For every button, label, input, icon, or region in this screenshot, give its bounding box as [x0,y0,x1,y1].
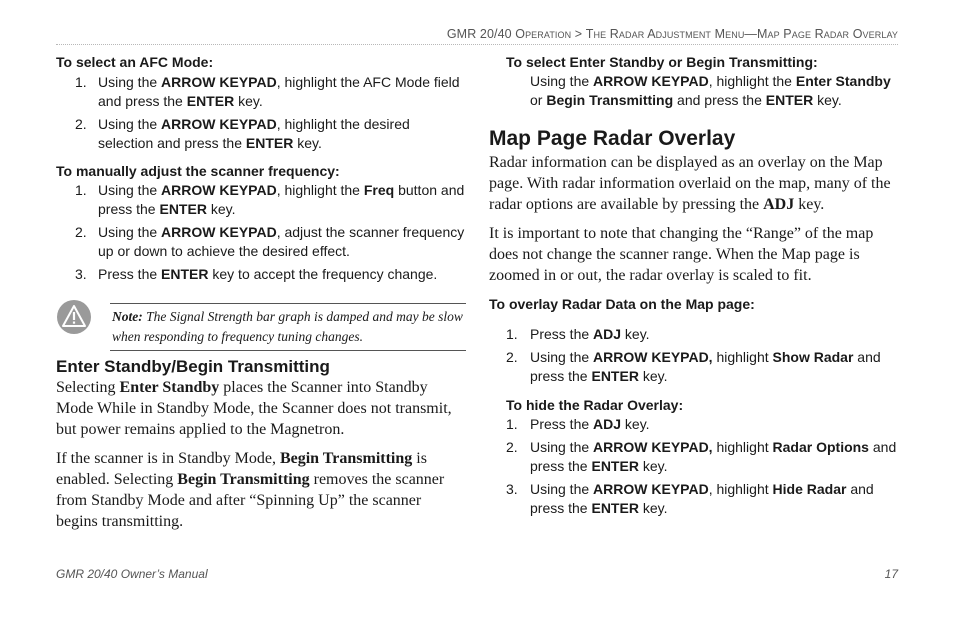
overlay-paragraph-2: It is important to note that changing the “Range” of the map does not change the scanner range. When the Map page is zoomed in or out, the radar overlay is scaled to fit. [489,225,874,284]
header-product: GMR 20/40 [446,27,516,41]
overlay-heading: Map Page Radar Overlay [489,127,736,150]
footer-page-number: 17 [884,567,898,581]
running-header [447,27,898,41]
header-chapter: The Radar Adjustment Menu—Map Page Radar Overlay [585,27,898,41]
header-section: Operation [515,27,572,41]
header-separator: > [571,27,586,41]
afc-steps [56,73,466,153]
standby-select-text: Using the ARROW KEYPAD, highlight the Enter Standby or Begin Transmitting and press the ENTER key. [530,73,891,108]
hide-steps [489,415,901,518]
hide-heading: To hide the Radar Overlay: [506,397,684,413]
freq-steps [56,181,466,284]
freq-step-3: 3. Press the ENTER key to accept the frequency change. [75,266,438,282]
afc-heading: To select an AFC Mode: [56,54,214,70]
hide-step-1: 1. Press the ADJ key. [506,416,650,432]
afc-step-1: 1. Using the ARROW KEYPAD, highlight the AFC Mode field and press the ENTER key. [75,74,460,109]
note-body: The Signal Strength bar graph is damped and may be slow when responding to frequency tuning changes. [112,309,463,344]
footer-manual-title: GMR 20/40 Owner’s Manual [56,567,208,581]
show-step-2: 2. Using the ARROW KEYPAD, highlight Show Radar and press the ENTER key. [506,349,881,384]
show-heading: To overlay Radar Data on the Map page: [489,296,755,312]
standby-select-heading: To select Enter Standby or Begin Transmitting: [506,54,818,70]
note-callout [56,299,466,347]
standby-paragraph-2: If the scanner is in Standby Mode, Begin Transmitting is enabled. Selecting Begin Transmitting removes the scanner from Standby Mode and after “Spinning Up” the scanner begins transmitting. [56,450,445,530]
freq-heading: To manually adjust the scanner frequency: [56,163,340,179]
freq-step-2: 2. Using the ARROW KEYPAD, adjust the scanner frequency up or down to achieve the desired effect. [75,224,465,259]
note-text [110,303,466,351]
right-column [489,53,901,518]
warning-triangle-icon [56,299,92,335]
standby-section [56,357,466,532]
overlay-paragraph-1: Radar information can be displayed as an overlay on the Map page. With radar information overlaid on the map, many of the radar options are available by pressing the ADJ key. [489,154,891,213]
header-rule [56,44,898,45]
show-steps [489,325,901,386]
standby-heading: Enter Standby/Begin Transmitting [56,357,330,376]
note-label: Note: [112,309,143,324]
hide-step-3: 3. Using the ARROW KEYPAD, highlight Hide Radar and press the ENTER key. [506,481,874,516]
left-column [56,53,466,284]
hide-step-2: 2. Using the ARROW KEYPAD, highlight Radar Options and press the ENTER key. [506,439,897,474]
freq-step-1: 1. Using the ARROW KEYPAD, highlight the Freq button and press the ENTER key. [75,182,465,217]
show-step-1: 1. Press the ADJ key. [506,326,650,342]
standby-paragraph-1: Selecting Enter Standby places the Scanner into Standby Mode While in Standby Mode, the Scanner does not transmit, but power remains applied to the Magnetron. [56,379,452,438]
afc-step-2: 2. Using the ARROW KEYPAD, highlight the desired selection and press the ENTER key. [75,116,410,151]
